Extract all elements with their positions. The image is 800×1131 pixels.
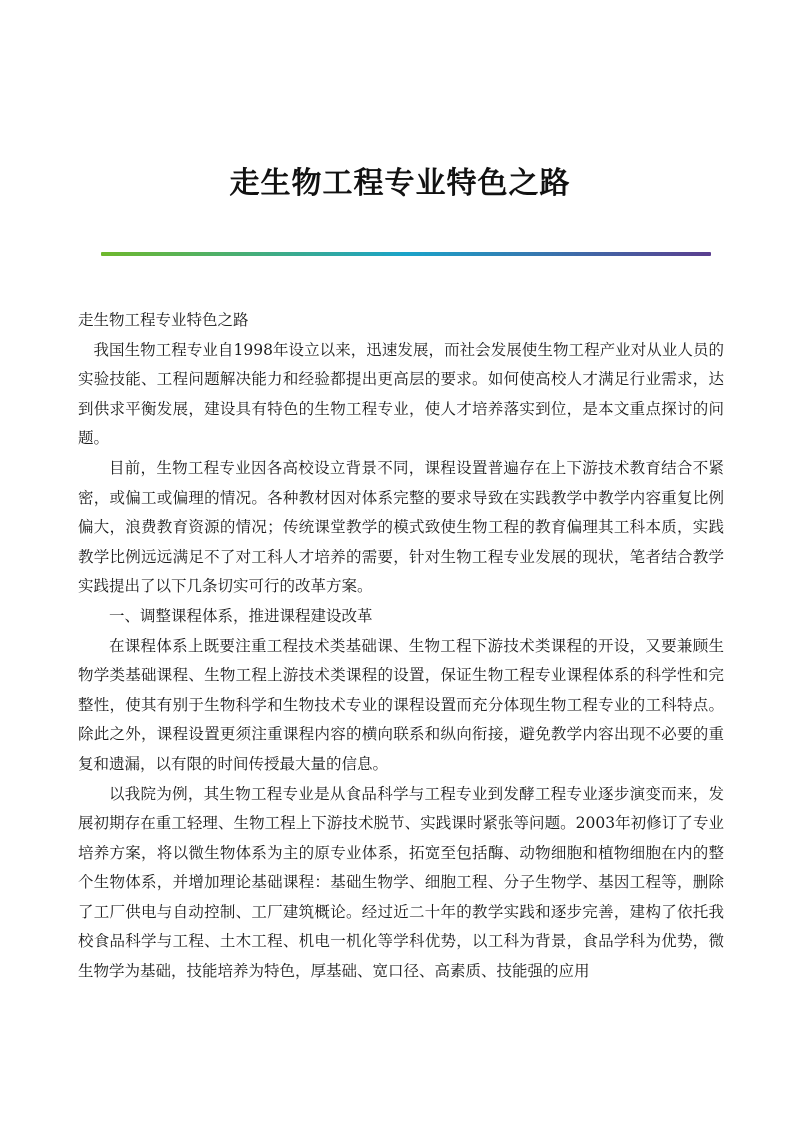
document-title: 走生物工程专业特色之路 bbox=[229, 166, 571, 201]
section-heading-1: 一、调整课程体系，推进课程建设改革 bbox=[109, 606, 373, 625]
paragraph-current-status: 目前，生物工程专业因各高校设立背景不同，课程设置普遍存在上下游技术教育结合不紧密，或偏工或偏理的情况。各种教材因对体系完整的要求导致在实践教学中教学内容重复比例偏大，浪费教育资源的情况；传统课堂教学的模式致使生物工程的教育偏理其工科本质，实践教学比例远远满足不了对工科人才培养的需要，针对生物工程专业发展的现状，笔者结合教学实践提出了以下几条切实可行的改革方案。 bbox=[78, 458, 724, 596]
title-divider bbox=[101, 252, 711, 256]
paragraph-curriculum: 在课程体系上既要注重工程技术类基础课、生物工程下游技术类课程的开设，又要兼顾生物学类基础课程、生物工程上游技术类课程的设置，保证生物工程专业课程体系的科学性和完整性，使其有别于生物科学和生物技术专业的课程设置而充分体现生物工程专业的工科特点。除此之外，课程设置更须注重课程内容的横向联系和纵向衔接，避免教学内容出现不必要的重复和遗漏，以有限的时间传授最大量的信息。 bbox=[78, 636, 724, 773]
paragraph-intro: 我国生物工程专业自1998年设立以来，迅速发展，而社会发展使生物工程产业对从业人员的实验技能、工程问题解决能力和经验都提出更高层的要求。如何使高校人才满足行业需求，达到供求平衡发展，建设具有特色的生物工程专业，使人才培养落实到位，是本文重点探讨的问题。 bbox=[78, 340, 724, 448]
paragraph-case-example: 以我院为例，其生物工程专业是从食品科学与工程专业到发酵工程专业逐步演变而来，发展初期存在重工轻理、生物工程上下游技术脱节、实践课时紧张等问题。2003年初修订了专业培养方案，将以微生物体系为主的原专业体系，拓宽至包括酶、动物细胞和植物细胞在内的整个生物体系，并增加理论基础课程：基础生物学、细胞工程、分子生物学、基因工程等，删除了工厂供电与自动控制、工厂建筑概论。经过近二十年的教学实践和逐步完善，建构了依托我校食品科学与工程、土木工程、机电一机化等学科优势，以工科为背景，食品学科为优势，微生物学为基础，技能培养为特色，厚基础、宽口径、高素质、技能强的应用 bbox=[78, 784, 724, 981]
body-subtitle: 走生物工程专业特色之路 bbox=[78, 311, 249, 329]
document-body bbox=[78, 306, 724, 987]
